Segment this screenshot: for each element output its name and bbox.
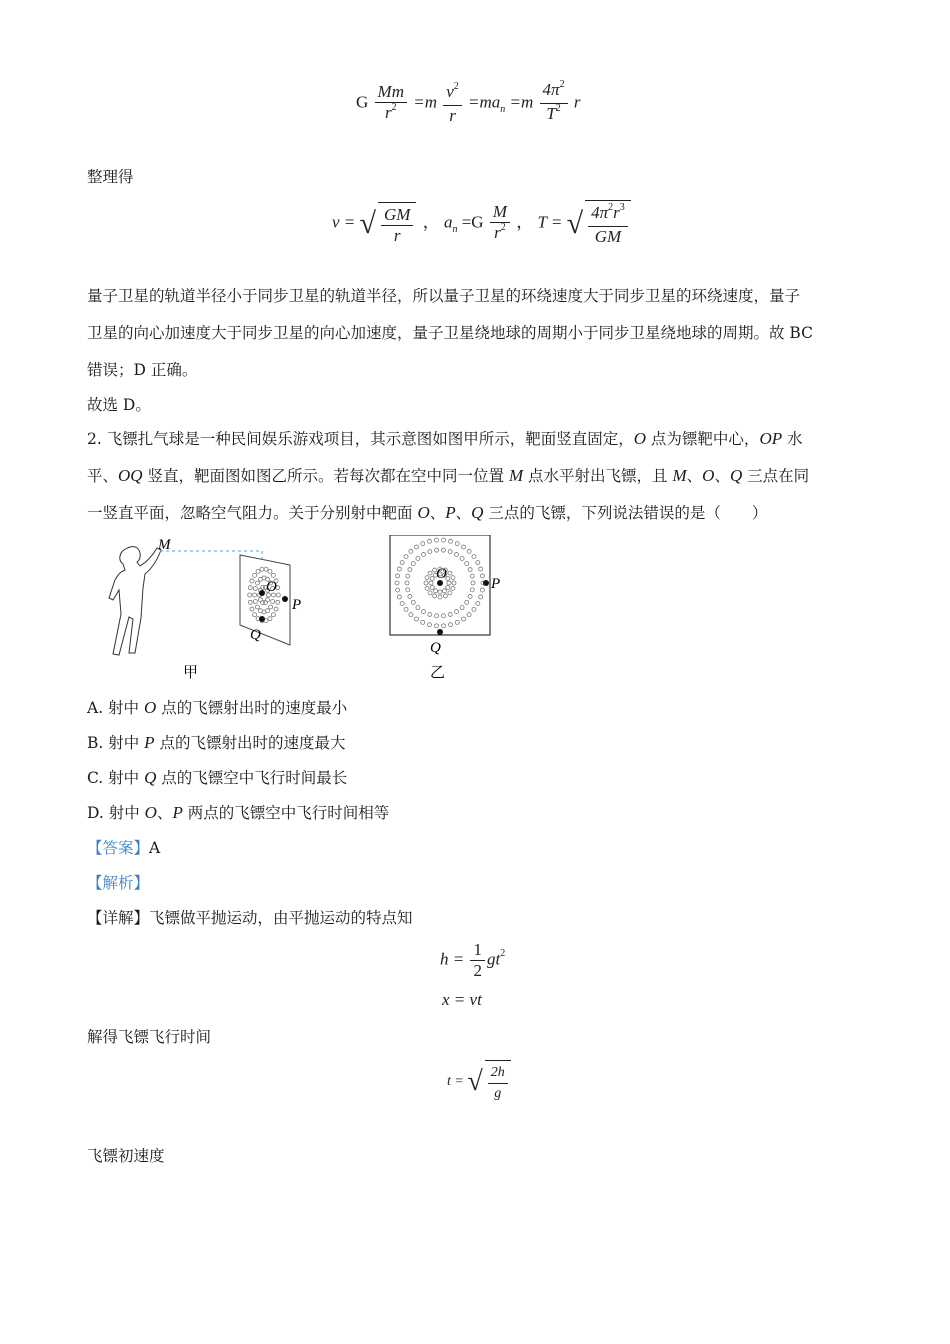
answer-value: A <box>149 839 161 857</box>
label-yi: 乙 <box>430 663 446 681</box>
text-choose: 故选 D。 <box>87 396 151 414</box>
detail-line: 【详解】飞镖做平抛运动，由平抛运动的特点知 <box>87 909 413 927</box>
formula-t: t = √ $\frac{2h}{g}$ <box>447 1060 513 1104</box>
answer-label: 【答案】 <box>87 839 150 857</box>
option-d[interactable]: D. 射中 O、P 两点的飞镖空中飞行时间相等 <box>87 803 390 822</box>
point-P-jia <box>282 596 288 602</box>
question-line2: 平、OQ 竖直，靶面图如图乙所示。若每次都在空中同一位置 M 点水平射出飞镖，且 M、O、Q 三点在同 <box>87 466 810 485</box>
label-Q-jia: Q <box>250 627 261 643</box>
point-Q-jia <box>259 616 265 622</box>
option-c[interactable]: C. 射中 Q 点的飞镖空中飞行时间最长 <box>87 768 348 787</box>
label-O-yi: O <box>436 566 447 582</box>
option-a[interactable]: A. 射中 O 点的飞镖射出时的速度最小 <box>87 698 348 717</box>
formula-h: h = $\frac{1}{2}$ $gt^2$ <box>440 940 506 980</box>
label-P-yi: P <box>491 576 501 592</box>
label-P-jia: P <box>292 597 302 613</box>
point-Q-yi <box>437 629 443 635</box>
text-jiede: 解得飞镖飞行时间 <box>87 1028 212 1046</box>
point-P-yi <box>483 580 489 586</box>
formula-x: x = vt <box>442 990 482 1009</box>
person-silhouette-icon <box>109 547 161 655</box>
para1-line2: 卫星的向心加速度大于同步卫星的向心加速度，量子卫星绕地球的周期小于同步卫星绕地球的周期。故 BC <box>87 324 813 342</box>
question-line3: 一竖直平面，忽略空气阻力。关于分别射中靶面 O、P、Q 三点的飞镖，下列说法错误的是（ ） <box>87 503 768 522</box>
text-chusudu: 飞镖初速度 <box>87 1147 165 1165</box>
label-Q-yi: Q <box>430 640 441 656</box>
label-M: M <box>158 537 171 553</box>
para1-line3: 错误；D 正确。 <box>87 361 198 379</box>
option-b[interactable]: B. 射中 P 点的飞镖射出时的速度最大 <box>87 733 346 752</box>
dart-figure <box>90 535 530 685</box>
text-zhengli: 整理得 <box>87 168 134 186</box>
question-line1: 2. 飞镖扎气球是一种民间娱乐游戏项目，其示意图如图甲所示，靶面竖直固定，O 点为镖靶中心，OP 水 <box>87 429 803 448</box>
label-jia: 甲 <box>183 663 199 681</box>
formula-gravity: G $\frac{Mm}{r^2}$ =m $\frac{v^2}{r}$ $=ma_n =m$ $\frac{4\pi^2}{T^2}$ r <box>356 79 581 125</box>
answer-line <box>87 838 160 858</box>
point-O-jia <box>259 590 265 596</box>
formula-results: v = √ $\frac{GM}{r}$ ， $a_n =G$ $\frac{M}{r^2}$ ， T = √ $\frac{4\pi^2r^3}{GM}$ <box>332 200 633 247</box>
para1-line1: 量子卫星的轨道半径小于同步卫星的轨道半径，所以量子卫星的环绕速度大于同步卫星的环绕速度，量子 <box>87 287 801 305</box>
label-O-jia: O <box>266 579 277 595</box>
analysis-label: 【解析】 <box>87 874 150 892</box>
